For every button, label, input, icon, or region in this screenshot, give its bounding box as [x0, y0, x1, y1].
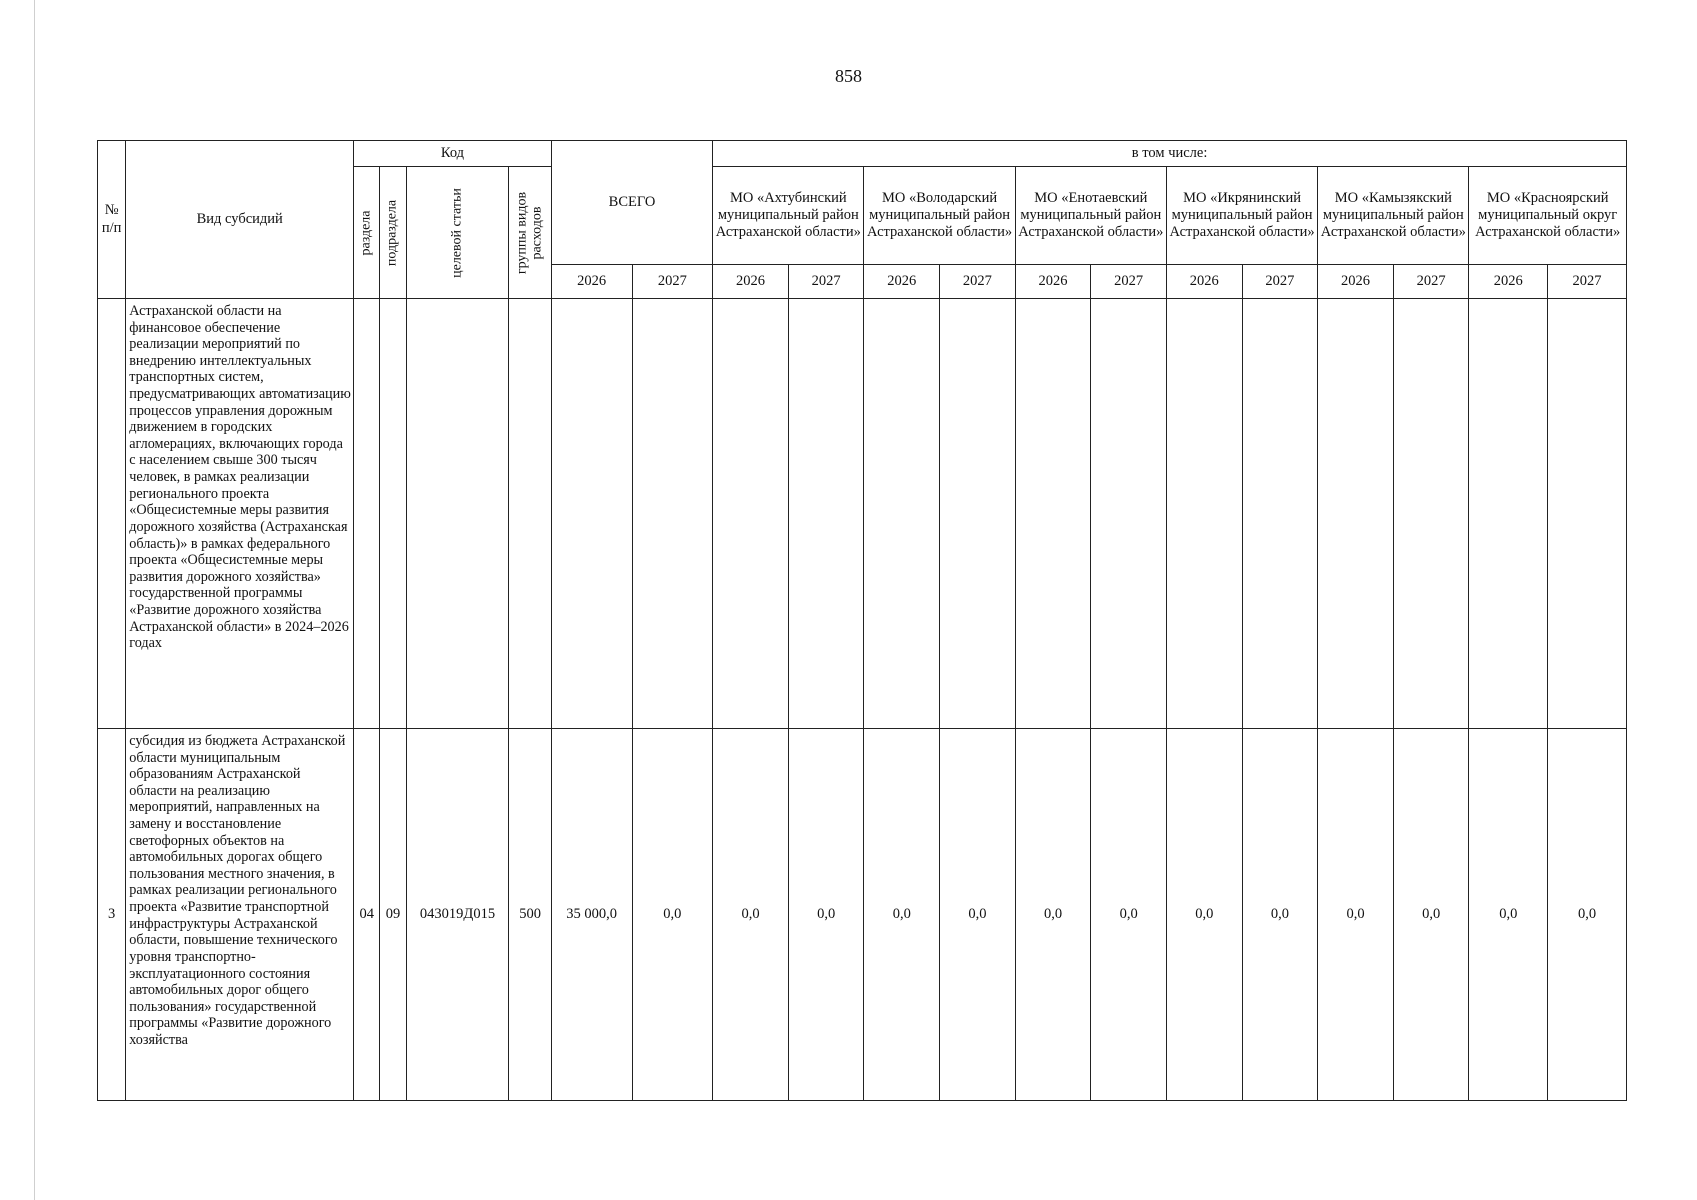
header-mo-volodarsky: МО «Володарский муниципальный район Астраханской области»: [864, 167, 1015, 265]
row-kamyzyaksky-2026: [1318, 299, 1394, 729]
row-group-code: 500: [509, 729, 551, 1101]
header-mo-krasnoyarsky: МО «Красноярский муниципальный округ Астраханской области»: [1469, 167, 1627, 265]
row-akhtubinsky-2027: 0,0: [788, 729, 864, 1101]
header-code-group: группы видов расходов: [509, 167, 551, 299]
row-ikryaninsky-2026: [1166, 299, 1242, 729]
row-akhtubinsky-2026: 0,0: [713, 729, 789, 1101]
row-krasnoyarsky-2027: 0,0: [1548, 729, 1627, 1101]
row-akhtubinsky-2026: [713, 299, 789, 729]
row-total-2027: 0,0: [632, 729, 713, 1101]
row-kamyzyaksky-2026: 0,0: [1318, 729, 1394, 1101]
header-total: ВСЕГО: [551, 141, 712, 265]
row-krasnoyarsky-2026: 0,0: [1469, 729, 1548, 1101]
row-kamyzyaksky-2027: [1393, 299, 1469, 729]
header-year-2027: 2027: [632, 265, 713, 299]
header-row-number: № п/п: [98, 141, 126, 299]
page-number: 858: [835, 66, 862, 86]
header-code-section: раздела: [354, 167, 380, 299]
row-enotaevsky-2026: [1015, 299, 1091, 729]
row-total-2027: [632, 299, 713, 729]
row-number: [98, 299, 126, 729]
page-margin-line: [34, 0, 35, 1200]
row-number: 3: [98, 729, 126, 1101]
row-kamyzyaksky-2027: 0,0: [1393, 729, 1469, 1101]
row-total-2026: 35 000,0: [551, 729, 632, 1101]
header-year-2027: 2027: [1242, 265, 1318, 299]
header-code-target: целевой статьи: [406, 167, 509, 299]
header-year-2026: 2026: [551, 265, 632, 299]
header-year-2027: 2027: [940, 265, 1016, 299]
header-year-2027: 2027: [1091, 265, 1167, 299]
header-code-subsection: подраздела: [380, 167, 406, 299]
row-total-2026: [551, 299, 632, 729]
row-target-code: 043019Д015: [406, 729, 509, 1101]
row-ikryaninsky-2027: 0,0: [1242, 729, 1318, 1101]
row-akhtubinsky-2027: [788, 299, 864, 729]
row-description: субсидия из бюджета Астраханской области муниципальным образованиям Астраханской области на реализацию мероприятий, направленных на замену и восстановление светофорных объектов на автомобильных дорогах общего пользования местного значения, в рамках реализации регионального проекта «Развитие транспортной инфраструктуры Астраханской области, повышение технического уровня транспортно-эксплуатационного состояния автомобильных дорог общего пользования» государственной программы «Развитие дорожного хозяйства: [126, 729, 354, 1101]
table-row: [98, 729, 1627, 1101]
row-krasnoyarsky-2026: [1469, 299, 1548, 729]
header-code: Код: [354, 141, 552, 167]
row-subsection-code: 09: [380, 729, 406, 1101]
header-year-2026: 2026: [1166, 265, 1242, 299]
header-year-2026: 2026: [1015, 265, 1091, 299]
header-year-2026: 2026: [864, 265, 940, 299]
row-section-code: [354, 299, 380, 729]
header-year-2027: 2027: [1548, 265, 1627, 299]
row-target-code: [406, 299, 509, 729]
header-year-2027: 2027: [1393, 265, 1469, 299]
row-group-code: [509, 299, 551, 729]
table-row: [98, 299, 1627, 729]
row-ikryaninsky-2027: [1242, 299, 1318, 729]
header-mo-enotaevsky: МО «Енотаевский муниципальный район Астраханской области»: [1015, 167, 1166, 265]
row-description: Астраханской области на финансовое обеспечение реализации мероприятий по внедрению интеллектуальных транспортных систем, предусматривающих автоматизацию процессов управления дорожным движением в городских агломерациях, включающих города с населением свыше 300 тысяч человек, в рамках реализации регионального проекта «Общесистемные меры развития дорожного хозяйства (Астраханская область)» в рамках федерального проекта «Общесистемные меры развития дорожного хозяйства» государственной программы «Развитие дорожного хозяйства Астраханской области» в 2024–2026 годах: [126, 299, 354, 729]
row-krasnoyarsky-2027: [1548, 299, 1627, 729]
header-including: в том числе:: [713, 141, 1627, 167]
row-volodarsky-2027: [940, 299, 1016, 729]
row-section-code: 04: [354, 729, 380, 1101]
row-subsection-code: [380, 299, 406, 729]
header-mo-kamyzyaksky: МО «Камызякский муниципальный район Астраханской области»: [1318, 167, 1469, 265]
row-enotaevsky-2027: [1091, 299, 1167, 729]
row-ikryaninsky-2026: 0,0: [1166, 729, 1242, 1101]
header-subsidy-kind: Вид субсидий: [126, 141, 354, 299]
header-year-2026: 2026: [1318, 265, 1394, 299]
row-enotaevsky-2027: 0,0: [1091, 729, 1167, 1101]
header-mo-ikryaninsky: МО «Икрянинский муниципальный район Астраханской области»: [1166, 167, 1317, 265]
row-enotaevsky-2026: 0,0: [1015, 729, 1091, 1101]
header-year-2027: 2027: [788, 265, 864, 299]
header-mo-akhtubinsky: МО «Ахтубинский муниципальный район Астраханской области»: [713, 167, 864, 265]
row-volodarsky-2026: 0,0: [864, 729, 940, 1101]
header-year-2026: 2026: [713, 265, 789, 299]
subsidy-table: [97, 140, 1627, 1101]
header-year-2026: 2026: [1469, 265, 1548, 299]
row-volodarsky-2026: [864, 299, 940, 729]
row-volodarsky-2027: 0,0: [940, 729, 1016, 1101]
